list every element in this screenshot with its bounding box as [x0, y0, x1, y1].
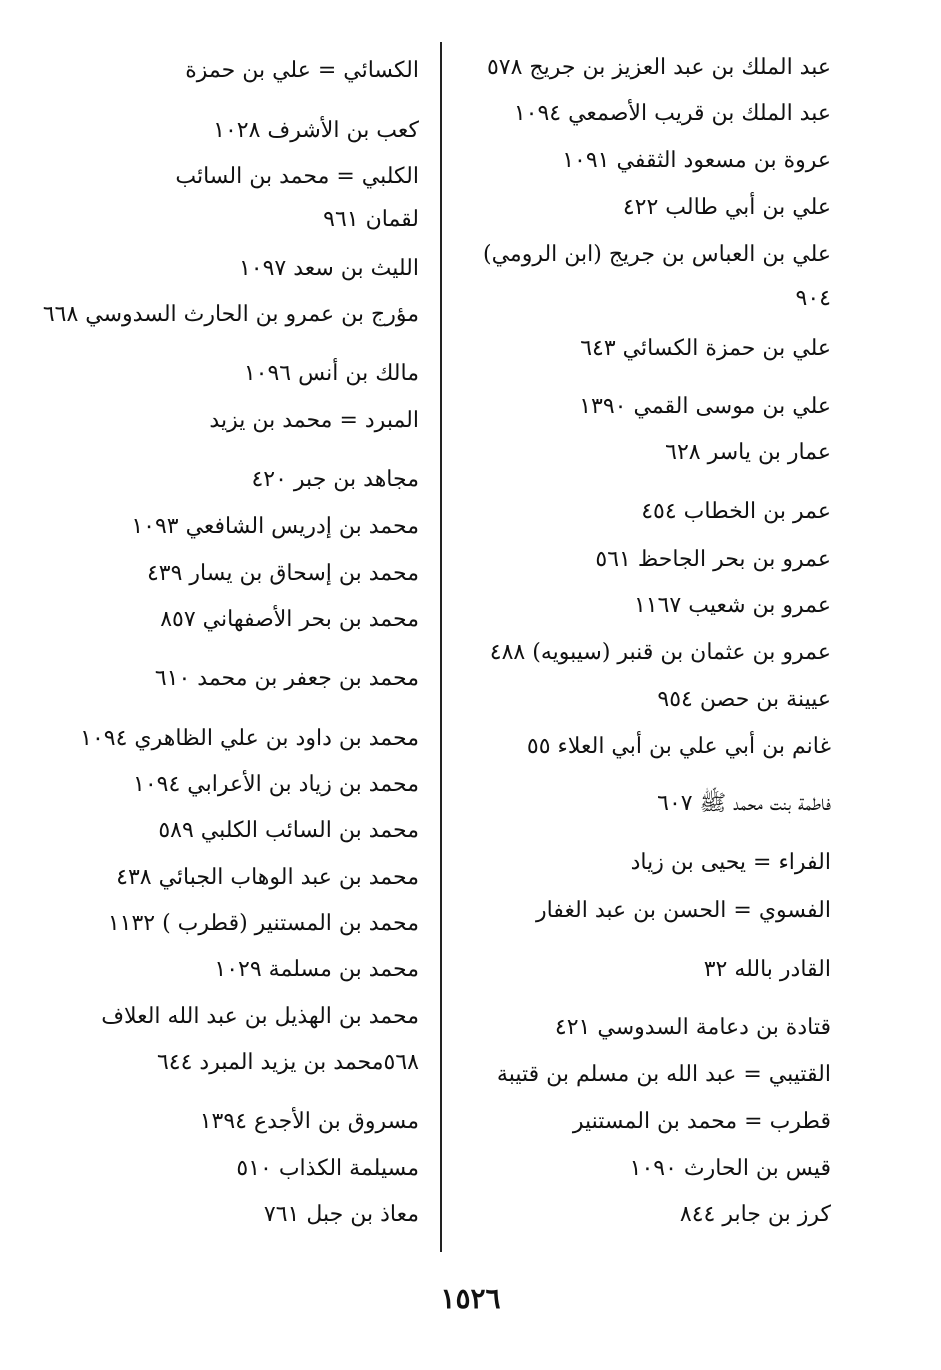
index-entry: الكسائي = علي بن حمزة — [185, 58, 419, 83]
page-number: ١٥٢٦ — [440, 1282, 501, 1315]
index-entry: محمد بن الهذيل بن عبد الله العلاف — [101, 1004, 419, 1029]
index-entry: محمد بن المستنير (قطرب ) ١١٣٢ — [107, 911, 419, 936]
column-divider — [440, 42, 442, 1252]
index-entry: الفسوي = الحسن بن عبد الغفار — [535, 898, 831, 923]
index-entry: مؤرج بن عمرو بن الحارث السدوسي ٦٦٨ — [42, 302, 419, 327]
index-entry: عبد الملك بن عبد العزيز بن جريج ٥٧٨ — [486, 55, 831, 80]
index-entry: علي بن أبي طالب ٤٢٢ — [622, 195, 831, 220]
index-entry: محمد بن إسحاق بن يسار ٤٣٩ — [146, 561, 419, 586]
index-entry: محمد بن السائب الكلبي ٥٨٩ — [158, 818, 419, 843]
index-entry: عيينة بن حصن ٩٥٤ — [657, 687, 831, 712]
index-entry: عمرو بن عثمان بن قنبر (سيبويه) ٤٨٨ — [489, 640, 831, 665]
index-entry: علي بن موسى القمي ١٣٩٠ — [579, 394, 831, 419]
index-entry: محمد بن زياد بن الأعرابي ١٠٩٤ — [133, 772, 419, 797]
index-entry: علي بن حمزة الكسائي ٦٤٣ — [580, 336, 831, 361]
index-entry: فاطمة بنت محمد ﷺ ٦٠٧ — [657, 791, 831, 816]
index-entry: المبرد = محمد بن يزيد — [209, 408, 419, 433]
index-entry: القتيبي = عبد الله بن مسلم بن قتيبة — [496, 1062, 831, 1087]
index-entry: علي بن العباس بن جريج (ابن الرومي) — [483, 242, 831, 267]
index-entry-continuation: ٩٠٤ — [795, 286, 831, 311]
index-entry: مالك بن أنس ١٠٩٦ — [243, 361, 419, 386]
index-entry: محمد بن جعفر بن محمد ٦١٠ — [154, 666, 419, 691]
index-entry: محمد بن داود بن علي الظاهري ١٠٩٤ — [80, 726, 419, 751]
index-entry: عمر بن الخطاب ٤٥٤ — [641, 499, 831, 524]
index-entry: عروة بن مسعود الثقفي ١٠٩١ — [562, 148, 831, 173]
index-entry: عمرو بن شعيب ١١٦٧ — [633, 593, 831, 618]
index-entry: محمد بن مسلمة ١٠٢٩ — [214, 957, 419, 982]
index-entry: عبد الملك بن قريب الأصمعي ١٠٩٤ — [513, 101, 831, 126]
index-entry: غانم بن أبي علي بن أبي العلاء ٥٥ — [526, 734, 831, 759]
index-entry: الفراء = يحيى بن زياد — [630, 850, 831, 875]
index-entry: ٥٦٨محمد بن يزيد المبرد ٦٤٤ — [156, 1050, 419, 1075]
index-entry: عمار بن ياسر ٦٢٨ — [665, 440, 831, 465]
index-entry: عمرو بن بحر الجاحظ ٥٦١ — [595, 547, 831, 572]
index-entry: معاذ بن جبل ٧٦١ — [263, 1202, 419, 1227]
index-entry: مجاهد بن جبر ٤٢٠ — [251, 467, 419, 492]
index-entry: قتادة بن دعامة السدوسي ٤٢١ — [554, 1015, 831, 1040]
index-entry: القادر بالله ٣٢ — [703, 957, 831, 982]
index-entry: محمد بن بحر الأصفهاني ٨٥٧ — [160, 607, 419, 632]
index-entry: قطرب = محمد بن المستنير — [572, 1109, 831, 1134]
index-entry: قيس بن الحارث ١٠٩٠ — [629, 1156, 831, 1181]
index-entry: كعب بن الأشرف ١٠٢٨ — [213, 118, 419, 143]
index-entry: محمد بن عبد الوهاب الجبائي ٤٣٨ — [116, 865, 419, 890]
index-entry: مسروق بن الأجدع ١٣٩٤ — [199, 1109, 419, 1134]
index-entry: مسيلمة الكذاب ٥١٠ — [236, 1156, 419, 1181]
index-entry: الكلبي = محمد بن السائب — [175, 164, 419, 189]
index-entry: كرز بن جابر ٨٤٤ — [679, 1202, 831, 1227]
index-entry: محمد بن إدريس الشافعي ١٠٩٣ — [131, 514, 419, 539]
index-entry: لقمان ٩٦١ — [323, 207, 419, 232]
index-entry: الليث بن سعد ١٠٩٧ — [238, 256, 419, 281]
